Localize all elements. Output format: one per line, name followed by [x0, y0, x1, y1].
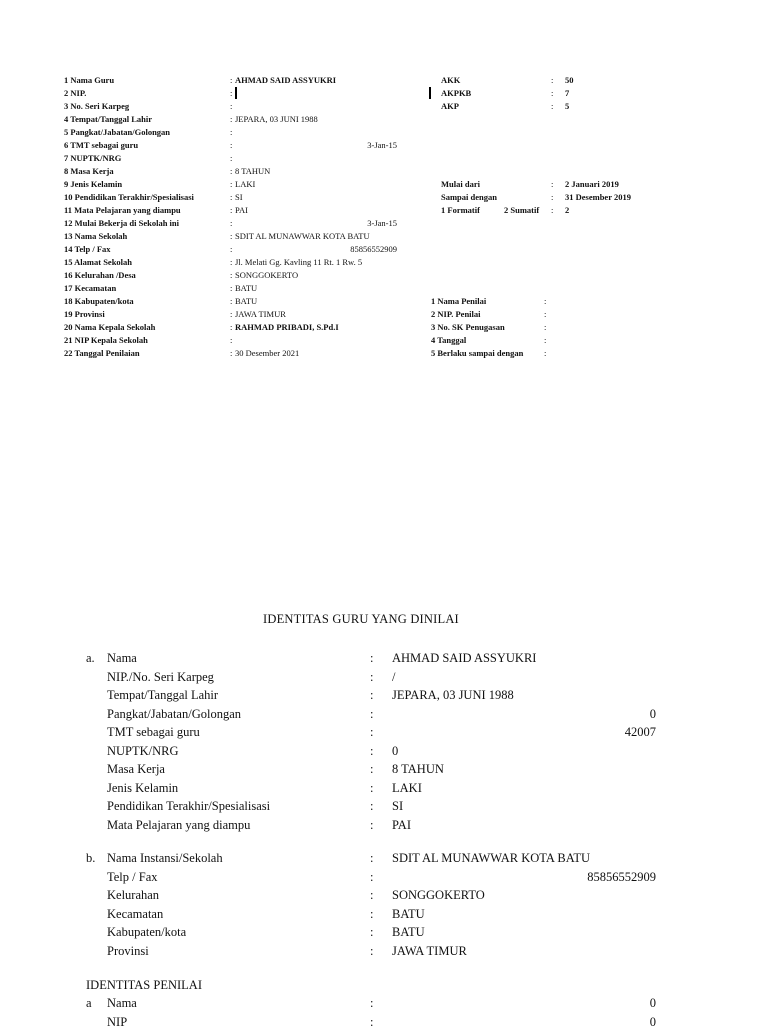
field-label: Jenis Kelamin — [107, 779, 178, 798]
field-value: BATU — [392, 923, 425, 942]
top-row-label: 12 Mulai Bekerja di Sekolah ini — [64, 217, 179, 230]
assessor-label: 1 Nama Penilai — [431, 295, 486, 308]
field-colon: : — [370, 779, 373, 798]
field-label: Nama — [107, 994, 137, 1013]
field-value: / — [392, 668, 395, 687]
field-label: Kelurahan — [107, 886, 159, 905]
top-row-colon: : — [230, 74, 232, 87]
field-label: NIP./No. Seri Karpeg — [107, 668, 214, 687]
credit-colon: : — [551, 74, 553, 87]
top-row-colon: : — [230, 269, 232, 282]
field-colon: : — [370, 797, 373, 816]
top-row-colon: : — [230, 165, 232, 178]
top-row-label: 2 NIP. — [64, 87, 86, 100]
top-row-label: 8 Masa Kerja — [64, 165, 114, 178]
field-value: AHMAD SAID ASSYUKRI — [392, 649, 536, 668]
top-row-value: RAHMAD PRIBADI, S.Pd.I — [235, 321, 339, 334]
assessor-label: 2 NIP. Penilai — [431, 308, 481, 321]
top-row-value: JEPARA, 03 JUNI 1988 — [235, 113, 318, 126]
section-letter: a — [86, 994, 92, 1013]
top-row-label: 4 Tempat/Tanggal Lahir — [64, 113, 152, 126]
top-row-label: 3 No. Seri Karpeg — [64, 100, 129, 113]
field-value: JEPARA, 03 JUNI 1988 — [392, 686, 514, 705]
top-row-colon: : — [230, 230, 232, 243]
top-row-value: PAI — [235, 204, 248, 217]
top-row-label: 1 Nama Guru — [64, 74, 114, 87]
field-value: LAKI — [392, 779, 422, 798]
top-row-value: 30 Desember 2021 — [235, 347, 299, 360]
top-row-label: 15 Alamat Sekolah — [64, 256, 132, 269]
field-colon: : — [370, 723, 373, 742]
top-row-label: 14 Telp / Fax — [64, 243, 111, 256]
top-row-label: 19 Provinsi — [64, 308, 105, 321]
top-row-value: AHMAD SAID ASSYUKRI — [235, 74, 336, 87]
top-row-colon: : — [230, 308, 232, 321]
assessor-colon: : — [544, 321, 546, 334]
top-row-value: JAWA TIMUR — [235, 308, 286, 321]
credit-label: AKK — [441, 74, 460, 87]
section-letter: a. — [86, 649, 95, 668]
period-value: 31 Desember 2019 — [565, 191, 631, 204]
period-value: 2 Januari 2019 — [565, 178, 619, 191]
field-label: NIP — [107, 1013, 127, 1031]
top-row-colon: : — [230, 282, 232, 295]
top-row-right-value: 85856552909 — [350, 243, 397, 256]
assessor-colon: : — [544, 295, 546, 308]
field-value: 0 — [392, 742, 398, 761]
field-value: SONGGOKERTO — [392, 886, 485, 905]
field-label: Mata Pelajaran yang diampu — [107, 816, 250, 835]
assessor-colon: : — [544, 347, 546, 360]
field-value: SI — [392, 797, 403, 816]
assessor-label: 3 No. SK Penugasan — [431, 321, 505, 334]
field-colon: : — [370, 760, 373, 779]
assessor-colon: : — [544, 334, 546, 347]
field-colon: : — [370, 942, 373, 961]
field-label: Kabupaten/kota — [107, 923, 186, 942]
field-value: BATU — [392, 905, 425, 924]
field-colon: : — [370, 994, 373, 1013]
field-colon: : — [370, 923, 373, 942]
period-colon: : — [551, 191, 553, 204]
field-value: SDIT AL MUNAWWAR KOTA BATU — [392, 849, 590, 868]
period-colon: : — [551, 178, 553, 191]
credit-colon: : — [551, 100, 553, 113]
field-label: Pangkat/Jabatan/Golongan — [107, 705, 241, 724]
top-row-value: LAKI — [235, 178, 255, 191]
top-row-value: SI — [235, 191, 243, 204]
top-row-label: 11 Mata Pelajaran yang diampu — [64, 204, 181, 217]
credit-value: 50 — [565, 74, 574, 87]
field-value: JAWA TIMUR — [392, 942, 467, 961]
sumatif-value: 2 — [565, 204, 569, 217]
top-row-value: 8 TAHUN — [235, 165, 270, 178]
field-value: 85856552909 — [587, 868, 656, 887]
top-row-value: SDIT AL MUNAWWAR KOTA BATU — [235, 230, 370, 243]
period-label: Sampai dengan — [441, 191, 497, 204]
assessor-label: 5 Berlaku sampai dengan — [431, 347, 523, 360]
top-row-colon: : — [230, 152, 232, 165]
field-value: PAI — [392, 816, 411, 835]
credit-label: AKPKB — [441, 87, 471, 100]
top-row-value: BATU — [235, 295, 257, 308]
top-row-label: 21 NIP Kepala Sekolah — [64, 334, 148, 347]
credit-value: 5 — [565, 100, 569, 113]
top-row-label: 6 TMT sebagai guru — [64, 139, 138, 152]
top-row-label: 13 Nama Sekolah — [64, 230, 127, 243]
field-colon: : — [370, 886, 373, 905]
field-colon: : — [370, 1013, 373, 1031]
field-label: Pendidikan Terakhir/Spesialisasi — [107, 797, 270, 816]
field-value: 0 — [650, 1013, 656, 1031]
top-row-right-value: 3-Jan-15 — [367, 217, 397, 230]
field-colon: : — [370, 816, 373, 835]
field-colon: : — [370, 649, 373, 668]
top-row-label: 17 Kecamatan — [64, 282, 116, 295]
field-label: Nama Instansi/Sekolah — [107, 849, 223, 868]
formatif-label: 1 Formatif — [441, 204, 480, 217]
field-label: Tempat/Tanggal Lahir — [107, 686, 218, 705]
top-row-value: Jl. Melati Gg. Kavling 11 Rt. 1 Rw. 5 — [235, 256, 362, 269]
field-label: Provinsi — [107, 942, 149, 961]
field-colon: : — [370, 668, 373, 687]
text-cursor[interactable] — [235, 87, 237, 99]
top-row-colon: : — [230, 256, 232, 269]
top-row-label: 9 Jenis Kelamin — [64, 178, 122, 191]
top-row-colon: : — [230, 217, 232, 230]
top-row-label: 22 Tanggal Penilaian — [64, 347, 140, 360]
top-row-colon: : — [230, 334, 232, 347]
top-row-colon: : — [230, 321, 232, 334]
field-label: Nama — [107, 649, 137, 668]
field-label: TMT sebagai guru — [107, 723, 200, 742]
field-label: Masa Kerja — [107, 760, 165, 779]
top-row-colon: : — [230, 100, 232, 113]
field-colon: : — [370, 868, 373, 887]
top-row-colon: : — [230, 126, 232, 139]
field-colon: : — [370, 742, 373, 761]
top-row-label: 5 Pangkat/Jabatan/Golongan — [64, 126, 170, 139]
field-value: 42007 — [625, 723, 656, 742]
field-colon: : — [370, 905, 373, 924]
top-row-label: 20 Nama Kepala Sekolah — [64, 321, 155, 334]
credit-colon: : — [551, 87, 553, 100]
top-row-colon: : — [230, 178, 232, 191]
form-title: IDENTITAS GURU YANG DINILAI — [263, 612, 459, 627]
top-row-colon: : — [230, 204, 232, 217]
top-row-colon: : — [230, 113, 232, 126]
field-value: 8 TAHUN — [392, 760, 444, 779]
section-letter: b. — [86, 849, 95, 868]
field-label: Kecamatan — [107, 905, 163, 924]
top-row-colon: : — [230, 191, 232, 204]
field-colon: : — [370, 686, 373, 705]
text-cursor — [429, 87, 431, 99]
top-row-colon: : — [230, 347, 232, 360]
field-colon: : — [370, 705, 373, 724]
assessor-label: 4 Tanggal — [431, 334, 466, 347]
top-row-colon: : — [230, 139, 232, 152]
top-row-value: SONGGOKERTO — [235, 269, 298, 282]
credit-value: 7 — [565, 87, 569, 100]
penilai-heading: IDENTITAS PENILAI — [86, 976, 202, 995]
top-row-label: 16 Kelurahan /Desa — [64, 269, 136, 282]
top-row-label: 7 NUPTK/NRG — [64, 152, 121, 165]
top-row-label: 10 Pendidikan Terakhir/Spesialisasi — [64, 191, 194, 204]
top-row-label: 18 Kabupaten/kota — [64, 295, 134, 308]
sumatif-label: 2 Sumatif — [504, 204, 539, 217]
assessor-colon: : — [544, 308, 546, 321]
top-row-value: BATU — [235, 282, 257, 295]
top-row-colon: : — [230, 295, 232, 308]
credit-label: AKP — [441, 100, 459, 113]
field-value: 0 — [650, 994, 656, 1013]
sumatif-colon: : — [551, 204, 553, 217]
top-row-right-value: 3-Jan-15 — [367, 139, 397, 152]
top-row-colon: : — [230, 87, 232, 100]
top-row-colon: : — [230, 243, 232, 256]
field-colon: : — [370, 849, 373, 868]
field-label: NUPTK/NRG — [107, 742, 179, 761]
field-value: 0 — [650, 705, 656, 724]
period-label: Mulai dari — [441, 178, 480, 191]
field-label: Telp / Fax — [107, 868, 158, 887]
